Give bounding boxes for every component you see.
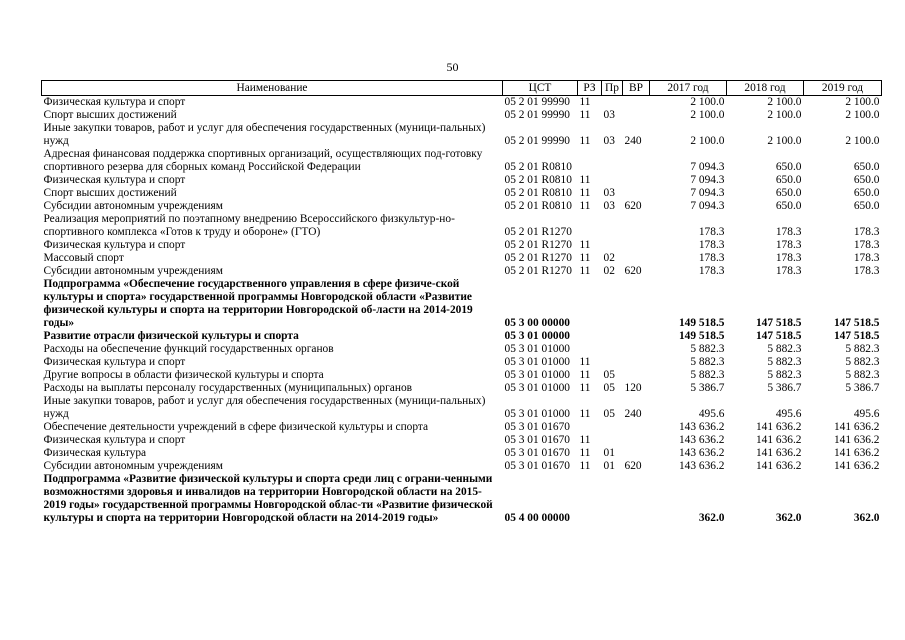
cell-rz: 11 [579, 356, 591, 368]
cell-2019: 650.0 [853, 161, 880, 173]
cell-2017: 5 386.7 [690, 382, 725, 394]
cell-2018: 178.3 [775, 265, 802, 277]
table-row [42, 369, 882, 382]
cell-vr [623, 330, 650, 343]
cell-2018: 650.0 [775, 200, 802, 212]
cell-cst: 05 3 01 01670 [504, 460, 570, 472]
cell-cst: 05 2 01 99990 [504, 96, 570, 108]
cell-cst: 05 2 01 R0810 [504, 161, 572, 173]
cell-2019: 141 636.2 [833, 421, 880, 433]
cell-name: Обеспечение деятельности учреждений в сфере физической культуры и спорта [43, 421, 429, 433]
cell-cst: 05 2 01 99990 [504, 109, 570, 121]
cell-vr: 240 [624, 408, 642, 420]
cell-2017: 178.3 [698, 252, 725, 264]
cell-rz [578, 473, 602, 525]
cell-pr [602, 174, 623, 187]
cell-2018: 5 882.3 [767, 356, 802, 368]
cell-name: Спорт высших достижений [43, 187, 177, 199]
cell-name: Физическая культура и спорт [43, 356, 186, 368]
cell-2018: 141 636.2 [755, 421, 802, 433]
cell-name: Субсидии автономным учреждениям [43, 200, 223, 212]
cell-name: Физическая культура и спорт [43, 239, 186, 251]
cell-vr [623, 434, 650, 447]
cell-2019: 2 100.0 [845, 135, 880, 147]
cell-cst: 05 3 00 00000 [504, 317, 570, 329]
cell-2017: 5 882.3 [690, 369, 725, 381]
cell-2019: 5 882.3 [845, 356, 880, 368]
cell-cst: 05 3 01 01000 [504, 343, 570, 355]
header-rz: РЗ [578, 81, 602, 96]
cell-2018: 2 100.0 [767, 96, 802, 108]
cell-name: Массовый спорт [43, 252, 124, 264]
header-pr: Пр [602, 81, 623, 96]
cell-2019: 178.3 [853, 239, 880, 251]
cell-name: Подпрограмма «Обеспечение государственного управления в сфере физиче-ской культуры и спорта» государственной программы Новгородской области «Развитие физической культуры и спорта на территории Новгородской об-ласти на 2014-2019 годы» [43, 278, 473, 329]
cell-cst: 05 2 01 R1270 [504, 252, 572, 264]
cell-2019: 2 100.0 [845, 96, 880, 108]
cell-2017: 7 094.3 [690, 161, 725, 173]
cell-name: Спорт высших достижений [43, 109, 177, 121]
cell-cst: 05 2 01 R0810 [504, 174, 572, 186]
cell-2017: 7 094.3 [690, 187, 725, 199]
cell-2017: 7 094.3 [690, 174, 725, 186]
cell-cst: 05 2 01 R0810 [504, 200, 572, 212]
cell-rz: 11 [579, 135, 591, 147]
cell-2017: 178.3 [698, 239, 725, 251]
cell-rz: 11 [579, 187, 591, 199]
cell-pr [602, 421, 623, 434]
cell-2019: 2 100.0 [845, 109, 880, 121]
cell-2019: 650.0 [853, 187, 880, 199]
cell-vr [623, 239, 650, 252]
cell-2017: 149 518.5 [678, 330, 725, 342]
cell-rz: 11 [579, 408, 591, 420]
cell-cst: 05 3 01 01000 [504, 408, 570, 420]
table-row [42, 109, 882, 122]
table-row [42, 148, 882, 174]
cell-name: Расходы на обеспечение функций государственных органов [43, 343, 334, 355]
cell-name: Физическая культура и спорт [43, 174, 186, 186]
cell-rz: 11 [579, 265, 591, 277]
cell-rz: 11 [579, 96, 591, 108]
cell-pr: 03 [603, 135, 615, 147]
table-row [42, 122, 882, 148]
cell-vr: 620 [624, 265, 642, 277]
cell-2017: 178.3 [698, 226, 725, 238]
cell-rz [578, 330, 602, 343]
cell-pr: 05 [603, 382, 615, 394]
cell-name: Расходы на выплаты персоналу государственных (муниципальных) органов [43, 382, 413, 394]
cell-vr [623, 109, 650, 122]
cell-name: Другие вопросы в области физической культуры и спорта [43, 369, 324, 381]
cell-vr [623, 421, 650, 434]
cell-rz: 11 [579, 200, 591, 212]
cell-pr: 05 [603, 369, 615, 381]
cell-pr [602, 96, 623, 110]
cell-pr [602, 343, 623, 356]
cell-2017: 495.6 [698, 408, 725, 420]
cell-name: Физическая культура [43, 447, 147, 459]
table-row [42, 252, 882, 265]
cell-2019: 178.3 [853, 226, 880, 238]
cell-name: Подпрограмма «Развитие физической культуры и спорта среди лиц с ограни-ченными возможностями здоровья и инвалидов на территории Новгородской области на 2015-2019 годы» государственной программы Новгородской облас-ти «Развитие физической культуры и спорта на территории Новгородской области на 2014-2019 годы» [43, 473, 493, 524]
cell-name: Субсидии автономным учреждениям [43, 265, 223, 277]
cell-name: Адресная финансовая поддержка спортивных организаций, осуществляющих под-готовку спортивного резерва для сборных команд Российской Федерации [43, 148, 483, 173]
cell-2018: 495.6 [775, 408, 802, 420]
cell-pr: 02 [603, 252, 615, 264]
budget-table [41, 80, 882, 525]
table-row [42, 174, 882, 187]
cell-rz [578, 278, 602, 330]
cell-2019: 178.3 [853, 265, 880, 277]
cell-vr [623, 252, 650, 265]
cell-vr [623, 213, 650, 239]
cell-vr [623, 369, 650, 382]
table-row [42, 96, 882, 110]
table-row [42, 343, 882, 356]
cell-pr: 01 [603, 447, 615, 459]
cell-2018: 2 100.0 [767, 109, 802, 121]
cell-name: Развитие отрасли физической культуры и спорта [43, 330, 299, 342]
cell-2019: 362.0 [853, 512, 880, 524]
cell-name: Реализация мероприятий по поэтапному внедрению Всероссийского физкультур-но-спортивного комплекса «Готов к труду и обороне» (ГТО) [43, 213, 455, 238]
cell-cst: 05 4 00 00000 [504, 512, 570, 524]
cell-cst: 05 3 01 01000 [504, 356, 570, 368]
table-row [42, 473, 882, 525]
table-header-row [42, 81, 882, 96]
cell-2019: 5 386.7 [845, 382, 880, 394]
cell-2019: 178.3 [853, 252, 880, 264]
cell-vr: 240 [624, 135, 642, 147]
cell-pr [602, 330, 623, 343]
cell-2018: 141 636.2 [755, 447, 802, 459]
cell-vr [623, 447, 650, 460]
cell-pr [602, 278, 623, 330]
table-row [42, 239, 882, 252]
table-row [42, 460, 882, 473]
cell-2019: 5 882.3 [845, 343, 880, 355]
cell-vr [623, 96, 650, 110]
cell-pr: 01 [603, 460, 615, 472]
cell-2017: 2 100.0 [690, 96, 725, 108]
table-row [42, 382, 882, 395]
cell-vr: 620 [624, 460, 642, 472]
cell-cst: 05 2 01 R1270 [504, 239, 572, 251]
cell-2019: 147 518.5 [833, 330, 880, 342]
cell-pr: 02 [603, 265, 615, 277]
cell-2018: 650.0 [775, 161, 802, 173]
cell-2019: 141 636.2 [833, 460, 880, 472]
cell-name: Субсидии автономным учреждениям [43, 460, 223, 472]
header-2019: 2019 год [804, 81, 882, 96]
cell-pr: 03 [603, 200, 615, 212]
cell-2018: 2 100.0 [767, 135, 802, 147]
header-name: Наименование [42, 81, 503, 96]
cell-vr: 120 [624, 382, 642, 394]
cell-vr [623, 187, 650, 200]
cell-pr [602, 473, 623, 525]
cell-2018: 178.3 [775, 226, 802, 238]
cell-2018: 650.0 [775, 174, 802, 186]
cell-cst: 05 2 01 R1270 [504, 226, 572, 238]
cell-2017: 2 100.0 [690, 109, 725, 121]
table-row [42, 278, 882, 330]
cell-2018: 178.3 [775, 252, 802, 264]
header-vr: ВР [623, 81, 650, 96]
table-row [42, 434, 882, 447]
cell-2019: 141 636.2 [833, 447, 880, 459]
cell-2017: 5 882.3 [690, 343, 725, 355]
cell-2018: 5 882.3 [767, 343, 802, 355]
cell-rz: 11 [579, 239, 591, 251]
cell-pr: 03 [603, 187, 615, 199]
cell-2017: 178.3 [698, 265, 725, 277]
cell-rz: 11 [579, 460, 591, 472]
cell-cst: 05 2 01 99990 [504, 135, 570, 147]
cell-vr [623, 343, 650, 356]
cell-2017: 143 636.2 [678, 434, 725, 446]
cell-2018: 650.0 [775, 187, 802, 199]
cell-name: Иные закупки товаров, работ и услуг для обеспечения государственных (муници-пальных) нужд [43, 122, 486, 147]
cell-cst: 05 3 01 01000 [504, 382, 570, 394]
cell-rz: 11 [579, 369, 591, 381]
cell-rz: 11 [579, 447, 591, 459]
cell-cst: 05 2 01 R0810 [504, 187, 572, 199]
cell-2017: 149 518.5 [678, 317, 725, 329]
cell-rz [578, 148, 602, 174]
cell-2017: 2 100.0 [690, 135, 725, 147]
table-row [42, 356, 882, 369]
cell-name: Физическая культура и спорт [43, 434, 186, 446]
cell-rz: 11 [579, 382, 591, 394]
table-row [42, 213, 882, 239]
cell-2018: 5 386.7 [767, 382, 802, 394]
cell-2017: 143 636.2 [678, 447, 725, 459]
page-number: 50 [446, 60, 459, 74]
cell-2018: 178.3 [775, 239, 802, 251]
cell-cst: 05 3 01 01670 [504, 447, 570, 459]
cell-2019: 5 882.3 [845, 369, 880, 381]
cell-pr [602, 239, 623, 252]
cell-2019: 650.0 [853, 200, 880, 212]
cell-name: Иные закупки товаров, работ и услуг для обеспечения государственных (муници-пальных) нужд [43, 395, 486, 420]
cell-2019: 141 636.2 [833, 434, 880, 446]
cell-pr: 03 [603, 109, 615, 121]
cell-2018: 147 518.5 [755, 330, 802, 342]
cell-pr [602, 356, 623, 369]
cell-cst: 05 3 01 01670 [504, 421, 570, 433]
table-row [42, 187, 882, 200]
table-row [42, 200, 882, 213]
cell-vr [623, 356, 650, 369]
cell-rz: 11 [579, 434, 591, 446]
cell-rz [578, 421, 602, 434]
table-row [42, 447, 882, 460]
cell-vr [623, 278, 650, 330]
cell-pr: 05 [603, 408, 615, 420]
table-body [42, 96, 882, 526]
cell-2018: 141 636.2 [755, 460, 802, 472]
cell-2019: 650.0 [853, 174, 880, 186]
cell-name: Физическая культура и спорт [43, 96, 186, 108]
cell-2017: 143 636.2 [678, 460, 725, 472]
cell-2018: 362.0 [775, 512, 802, 524]
cell-2017: 362.0 [698, 512, 725, 524]
cell-pr [602, 148, 623, 174]
cell-vr [623, 148, 650, 174]
cell-cst: 05 2 01 R1270 [504, 265, 572, 277]
cell-rz: 11 [579, 109, 591, 121]
cell-pr [602, 213, 623, 239]
cell-rz: 11 [579, 252, 591, 264]
cell-pr [602, 434, 623, 447]
cell-cst: 05 3 01 00000 [504, 330, 570, 342]
table-row [42, 330, 882, 343]
table-row [42, 421, 882, 434]
cell-2017: 143 636.2 [678, 421, 725, 433]
header-2017: 2017 год [650, 81, 727, 96]
cell-rz [578, 343, 602, 356]
cell-cst: 05 3 01 01670 [504, 434, 570, 446]
cell-vr: 620 [624, 200, 642, 212]
cell-2019: 495.6 [853, 408, 880, 420]
cell-2018: 5 882.3 [767, 369, 802, 381]
cell-cst: 05 3 01 01000 [504, 369, 570, 381]
cell-2019: 147 518.5 [833, 317, 880, 329]
cell-2018: 141 636.2 [755, 434, 802, 446]
header-2018: 2018 год [727, 81, 804, 96]
cell-2017: 7 094.3 [690, 200, 725, 212]
cell-2017: 5 882.3 [690, 356, 725, 368]
table-row [42, 265, 882, 278]
cell-rz: 11 [579, 174, 591, 186]
header-cst: ЦСТ [503, 81, 578, 96]
table-row [42, 395, 882, 421]
cell-2018: 147 518.5 [755, 317, 802, 329]
cell-vr [623, 473, 650, 525]
cell-rz [578, 213, 602, 239]
cell-vr [623, 174, 650, 187]
